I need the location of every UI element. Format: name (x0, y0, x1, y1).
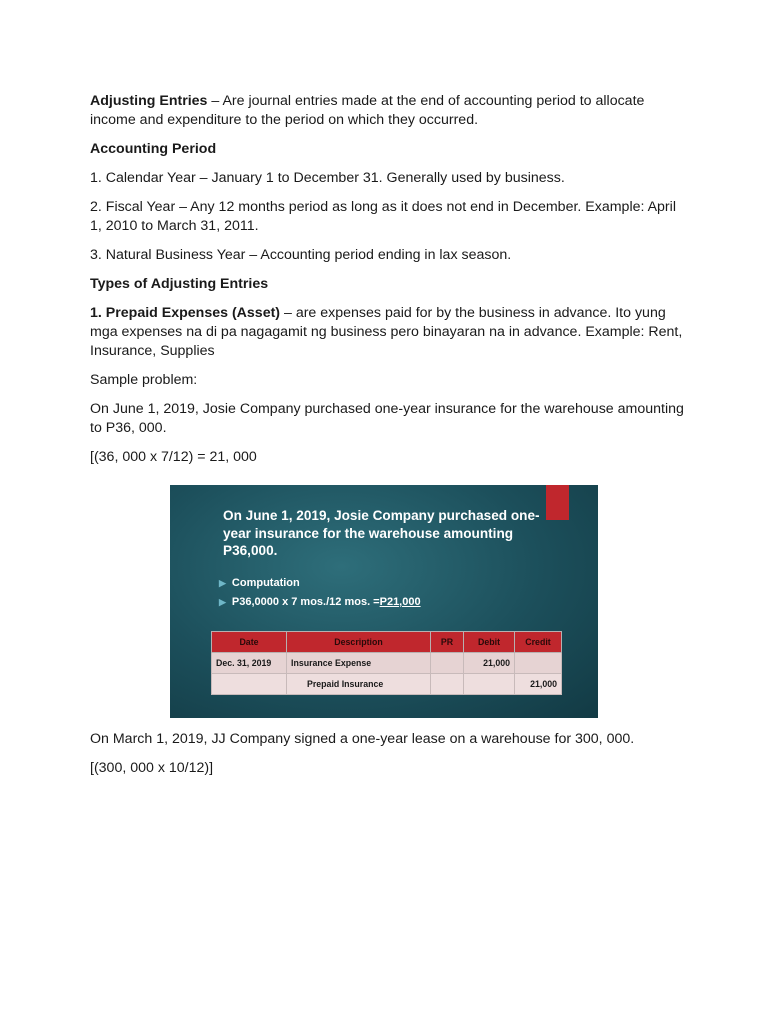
cell-credit (515, 653, 562, 674)
slide-bullets (219, 574, 421, 612)
cell-debit (464, 674, 515, 695)
table-row (212, 653, 562, 674)
bullet-arrow-icon: ▶ (219, 578, 226, 588)
prepaid-paragraph (90, 304, 690, 361)
types-heading: Types of Adjusting Entries (90, 276, 269, 292)
bullet-formula-result: P21,000 (379, 596, 421, 608)
cell-debit: 21,000 (464, 653, 515, 674)
prepaid-term: 1. Prepaid Expenses (Asset) (90, 305, 281, 321)
col-description-header: Description (287, 632, 431, 653)
sample-problem: On June 1, 2019, Josie Company purchased one-year insurance for the warehouse amounting to P36, 000. (90, 401, 684, 436)
adjusting-entries-definition: – Are journal entries made at the end of accounting period to allocate income and expenditure to the period on which they occurred. (90, 93, 645, 128)
col-debit-header: Debit (464, 632, 515, 653)
slide-red-tab (546, 485, 569, 520)
col-pr-header: PR (431, 632, 464, 653)
period-item-natural: 3. Natural Business Year – Accounting period ending in lax season. (90, 247, 512, 263)
period-item-calendar: 1. Calendar Year – January 1 to December 31. Generally used by business. (90, 170, 565, 186)
prepaid-text: – are expenses paid for by the business in advance. Ito yung mga expenses na di pa nagagamit ng business pero binayaran na in advance. Example: Rent, Insurance, Supplies (90, 305, 683, 359)
intro-paragraph (90, 92, 690, 130)
cell-date (212, 674, 287, 695)
bullet-arrow-icon: ▶ (219, 597, 226, 607)
second-formula: [(300, 000 x 10/12)] (90, 760, 214, 776)
sample-label: Sample problem: (90, 372, 198, 388)
sample-formula: [(36, 000 x 7/12) = 21, 000 (90, 449, 257, 465)
document-body-continued (90, 730, 690, 788)
table-row (212, 674, 562, 695)
cell-pr (431, 653, 464, 674)
document-body (90, 92, 690, 477)
period-item-fiscal: 2. Fiscal Year – Any 12 months period as long as it does not end in December. Example: April 1, 2010 to March 31, 2011. (90, 199, 676, 234)
bullet-formula-text: P36,0000 x 7 mos./12 mos. = (231, 596, 380, 608)
slide-image (170, 485, 598, 718)
col-date-header: Date (212, 632, 287, 653)
cell-pr (431, 674, 464, 695)
cell-description: Insurance Expense (287, 653, 431, 674)
table-header-row (212, 632, 562, 653)
cell-date: Dec. 31, 2019 (212, 653, 287, 674)
adjusting-entries-term: Adjusting Entries (90, 93, 208, 109)
bullet-formula (219, 593, 421, 612)
journal-entry-table (211, 631, 562, 695)
cell-description: Prepaid Insurance (287, 674, 431, 695)
accounting-period-heading: Accounting Period (90, 141, 217, 157)
second-problem: On March 1, 2019, JJ Company signed a one-year lease on a warehouse for 300, 000. (90, 731, 635, 747)
bullet-computation (219, 574, 421, 593)
slide-title: On June 1, 2019, Josie Company purchased one-year insurance for the warehouse amounting P36,000. (223, 508, 540, 558)
cell-credit: 21,000 (515, 674, 562, 695)
bullet-computation-text: Computation (231, 577, 300, 589)
col-credit-header: Credit (515, 632, 562, 653)
